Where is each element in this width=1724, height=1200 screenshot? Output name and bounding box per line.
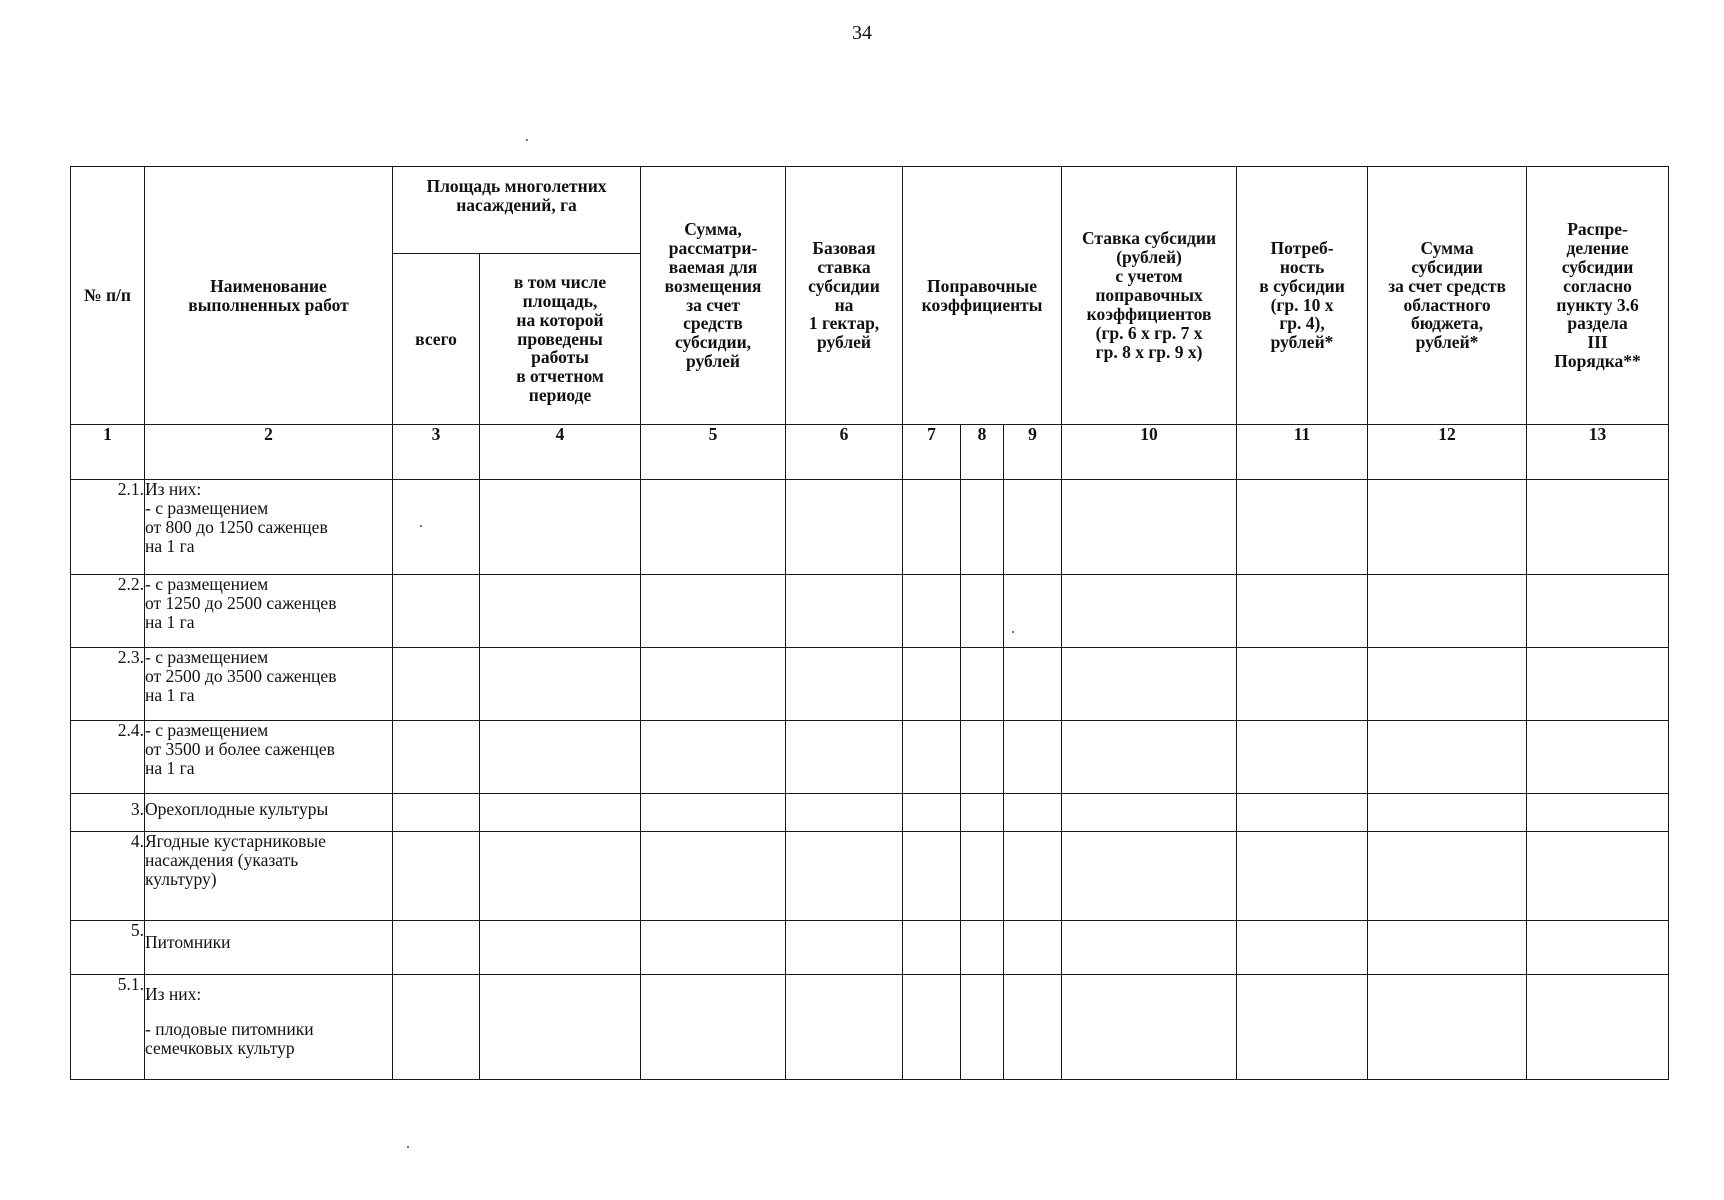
empty-cell-col-11 — [1237, 575, 1368, 648]
empty-cell-col-11 — [1237, 721, 1368, 794]
empty-cell-col-5 — [641, 975, 786, 1080]
table-row — [71, 648, 1669, 721]
empty-cell-col-10 — [1062, 794, 1237, 832]
empty-cell-col-3 — [393, 648, 480, 721]
empty-cell-col-8 — [961, 794, 1004, 832]
scan-speck — [407, 1146, 409, 1148]
empty-cell-col-3 — [393, 921, 480, 975]
empty-cell-col-4 — [480, 648, 641, 721]
empty-cell-col-8 — [961, 648, 1004, 721]
header-base-rate: Базовая ставка субсидии на 1 гектар, рублей — [786, 167, 903, 425]
page-number: 34 — [852, 22, 872, 44]
empty-cell-col-4 — [480, 921, 641, 975]
empty-cell-col-10 — [1062, 648, 1237, 721]
table-row — [71, 921, 1669, 975]
empty-cell-col-3 — [393, 721, 480, 794]
empty-cell-col-9 — [1004, 575, 1062, 648]
empty-cell-col-6 — [786, 721, 903, 794]
empty-cell-col-4 — [480, 975, 641, 1080]
line-gap — [145, 1004, 392, 1020]
empty-cell-col-6 — [786, 575, 903, 648]
empty-cell-col-10 — [1062, 575, 1237, 648]
empty-cell-col-13 — [1527, 648, 1669, 721]
empty-cell-col-3 — [393, 794, 480, 832]
empty-cell-col-5 — [641, 480, 786, 575]
work-name-line: Из них: — [145, 984, 202, 1004]
work-name-line: культуру) — [145, 868, 217, 889]
empty-cell-col-5 — [641, 721, 786, 794]
empty-cell-col-4 — [480, 794, 641, 832]
table-row — [71, 832, 1669, 921]
empty-cell-col-4 — [480, 480, 641, 575]
empty-cell-col-8 — [961, 921, 1004, 975]
empty-cell-col-8 — [961, 721, 1004, 794]
empty-cell-col-13 — [1527, 794, 1669, 832]
empty-cell-col-13 — [1527, 480, 1669, 575]
work-name-line: на 1 га — [145, 757, 195, 778]
column-number-3: 3 — [393, 425, 480, 480]
header-need: Потреб- ность в субсидии (гр. 10 х гр. 4), рублей* — [1237, 167, 1368, 425]
empty-cell-col-10 — [1062, 921, 1237, 975]
empty-cell-col-9 — [1004, 794, 1062, 832]
work-name — [145, 921, 393, 975]
column-number-1: 1 — [71, 425, 145, 480]
empty-cell-col-7 — [903, 921, 961, 975]
empty-cell-col-9 — [1004, 721, 1062, 794]
empty-cell-col-5 — [641, 832, 786, 921]
work-name-line: на 1 га — [145, 611, 195, 632]
work-name-line: насаждения (указать — [145, 849, 299, 870]
empty-cell-col-13 — [1527, 721, 1669, 794]
work-name-line: от 800 до 1250 саженцев — [145, 516, 328, 537]
empty-cell-col-12 — [1368, 975, 1527, 1080]
header-distribution: Распре- деление субсидии согласно пункту 3.6 раздела III Порядка** — [1527, 167, 1669, 425]
empty-cell-col-9 — [1004, 921, 1062, 975]
empty-cell-col-13 — [1527, 575, 1669, 648]
empty-cell-col-12 — [1368, 480, 1527, 575]
empty-cell-col-11 — [1237, 921, 1368, 975]
empty-cell-col-9 — [1004, 480, 1062, 575]
empty-cell-col-7 — [903, 832, 961, 921]
row-number: 2.1. — [71, 480, 145, 575]
empty-cell-col-7 — [903, 721, 961, 794]
empty-cell-col-12 — [1368, 648, 1527, 721]
work-name-line: - с размещением — [145, 647, 269, 667]
empty-cell-col-6 — [786, 648, 903, 721]
work-name-line: от 1250 до 2500 саженцев — [145, 592, 337, 613]
work-name — [145, 794, 393, 832]
empty-cell-col-5 — [641, 575, 786, 648]
column-number-9: 9 — [1004, 425, 1062, 480]
row-number: 2.3. — [71, 648, 145, 721]
empty-cell-col-10 — [1062, 480, 1237, 575]
row-number: 2.4. — [71, 721, 145, 794]
empty-cell-col-5 — [641, 794, 786, 832]
work-name — [145, 832, 393, 921]
empty-cell-col-5 — [641, 648, 786, 721]
empty-cell-col-7 — [903, 575, 961, 648]
work-name — [145, 721, 393, 794]
column-number-13: 13 — [1527, 425, 1669, 480]
header-rate-adjusted: Ставка субсидии (рублей) с учетом поправочных коэффициентов (гр. 6 х гр. 7 х гр. 8 х гр. 9 х) — [1062, 167, 1237, 425]
row-number: 5. — [71, 921, 145, 975]
table-row — [71, 975, 1669, 1080]
subsidy-calculation-table — [70, 166, 1669, 1080]
column-number-6: 6 — [786, 425, 903, 480]
empty-cell-col-12 — [1368, 794, 1527, 832]
empty-cell-col-8 — [961, 480, 1004, 575]
empty-cell-col-4 — [480, 721, 641, 794]
table-row — [71, 575, 1669, 648]
empty-cell-col-11 — [1237, 480, 1368, 575]
empty-cell-col-4 — [480, 832, 641, 921]
empty-cell-col-3 — [393, 480, 480, 575]
table-row — [71, 721, 1669, 794]
header-area-group: Площадь многолетних насаждений, га — [393, 167, 641, 254]
empty-cell-col-12 — [1368, 921, 1527, 975]
work-name-line: Питомники — [145, 932, 231, 952]
empty-cell-col-11 — [1237, 832, 1368, 921]
empty-cell-col-8 — [961, 975, 1004, 1080]
empty-cell-col-4 — [480, 575, 641, 648]
row-number: 5.1. — [71, 975, 145, 1080]
scan-speck — [526, 139, 528, 141]
work-name-line: от 2500 до 3500 саженцев — [145, 665, 337, 686]
work-name-line: - плодовые питомники — [145, 1018, 314, 1039]
empty-cell-col-12 — [1368, 575, 1527, 648]
column-number-2: 2 — [145, 425, 393, 480]
empty-cell-col-13 — [1527, 921, 1669, 975]
empty-cell-col-11 — [1237, 794, 1368, 832]
empty-cell-col-7 — [903, 480, 961, 575]
column-number-11: 11 — [1237, 425, 1368, 480]
row-number: 2.2. — [71, 575, 145, 648]
work-name-line: от 3500 и более саженцев — [145, 738, 335, 759]
work-name-line: - с размещением — [145, 497, 269, 518]
empty-cell-col-6 — [786, 832, 903, 921]
header-area-total: всего — [393, 254, 480, 425]
empty-cell-col-3 — [393, 575, 480, 648]
work-name-line: Из них: — [145, 479, 202, 499]
column-number-4: 4 — [480, 425, 641, 480]
work-name — [145, 648, 393, 721]
empty-cell-col-8 — [961, 575, 1004, 648]
empty-cell-col-10 — [1062, 975, 1237, 1080]
empty-cell-col-11 — [1237, 975, 1368, 1080]
work-name-line: на 1 га — [145, 535, 195, 556]
empty-cell-col-3 — [393, 975, 480, 1080]
work-name — [145, 575, 393, 648]
header-regional-sum: Сумма субсидии за счет средств областного бюджета, рублей* — [1368, 167, 1527, 425]
work-name — [145, 480, 393, 575]
empty-cell-col-7 — [903, 648, 961, 721]
empty-cell-col-9 — [1004, 648, 1062, 721]
work-name — [145, 975, 393, 1080]
empty-cell-col-11 — [1237, 648, 1368, 721]
empty-cell-col-10 — [1062, 721, 1237, 794]
empty-cell-col-6 — [786, 975, 903, 1080]
table-row — [71, 794, 1669, 832]
work-name-line: семечковых культур — [145, 1037, 295, 1058]
empty-cell-col-9 — [1004, 975, 1062, 1080]
column-number-7: 7 — [903, 425, 961, 480]
column-number-5: 5 — [641, 425, 786, 480]
header-sum: Сумма, рассматри- ваемая для возмещения за счет средств субсидии, рублей — [641, 167, 786, 425]
header-area-worked: в том числе площадь, на которой проведены работы в отчетном периоде — [480, 254, 641, 425]
work-name-line: Орехоплодные культуры — [145, 799, 329, 819]
empty-cell-col-6 — [786, 794, 903, 832]
column-number-12: 12 — [1368, 425, 1527, 480]
empty-cell-col-5 — [641, 921, 786, 975]
empty-cell-col-6 — [786, 921, 903, 975]
empty-cell-col-12 — [1368, 721, 1527, 794]
column-number-10: 10 — [1062, 425, 1237, 480]
empty-cell-col-7 — [903, 794, 961, 832]
work-name-line: на 1 га — [145, 684, 195, 705]
header-coefficients: Поправочные коэффициенты — [903, 167, 1062, 425]
table-row — [71, 480, 1669, 575]
work-name-line: - с размещением — [145, 720, 269, 740]
row-number: 3. — [71, 794, 145, 832]
work-name-line: - с размещением — [145, 574, 269, 594]
row-number: 4. — [71, 832, 145, 921]
empty-cell-col-13 — [1527, 975, 1669, 1080]
work-name-line: Ягодные кустарниковые — [145, 831, 326, 851]
column-number-8: 8 — [961, 425, 1004, 480]
empty-cell-col-12 — [1368, 832, 1527, 921]
empty-cell-col-7 — [903, 975, 961, 1080]
empty-cell-col-13 — [1527, 832, 1669, 921]
header-num: № п/п — [71, 167, 145, 425]
column-number-row — [71, 425, 1669, 480]
empty-cell-col-8 — [961, 832, 1004, 921]
empty-cell-col-9 — [1004, 832, 1062, 921]
header-name: Наименование выполненных работ — [145, 167, 393, 425]
empty-cell-col-6 — [786, 480, 903, 575]
empty-cell-col-3 — [393, 832, 480, 921]
empty-cell-col-10 — [1062, 832, 1237, 921]
